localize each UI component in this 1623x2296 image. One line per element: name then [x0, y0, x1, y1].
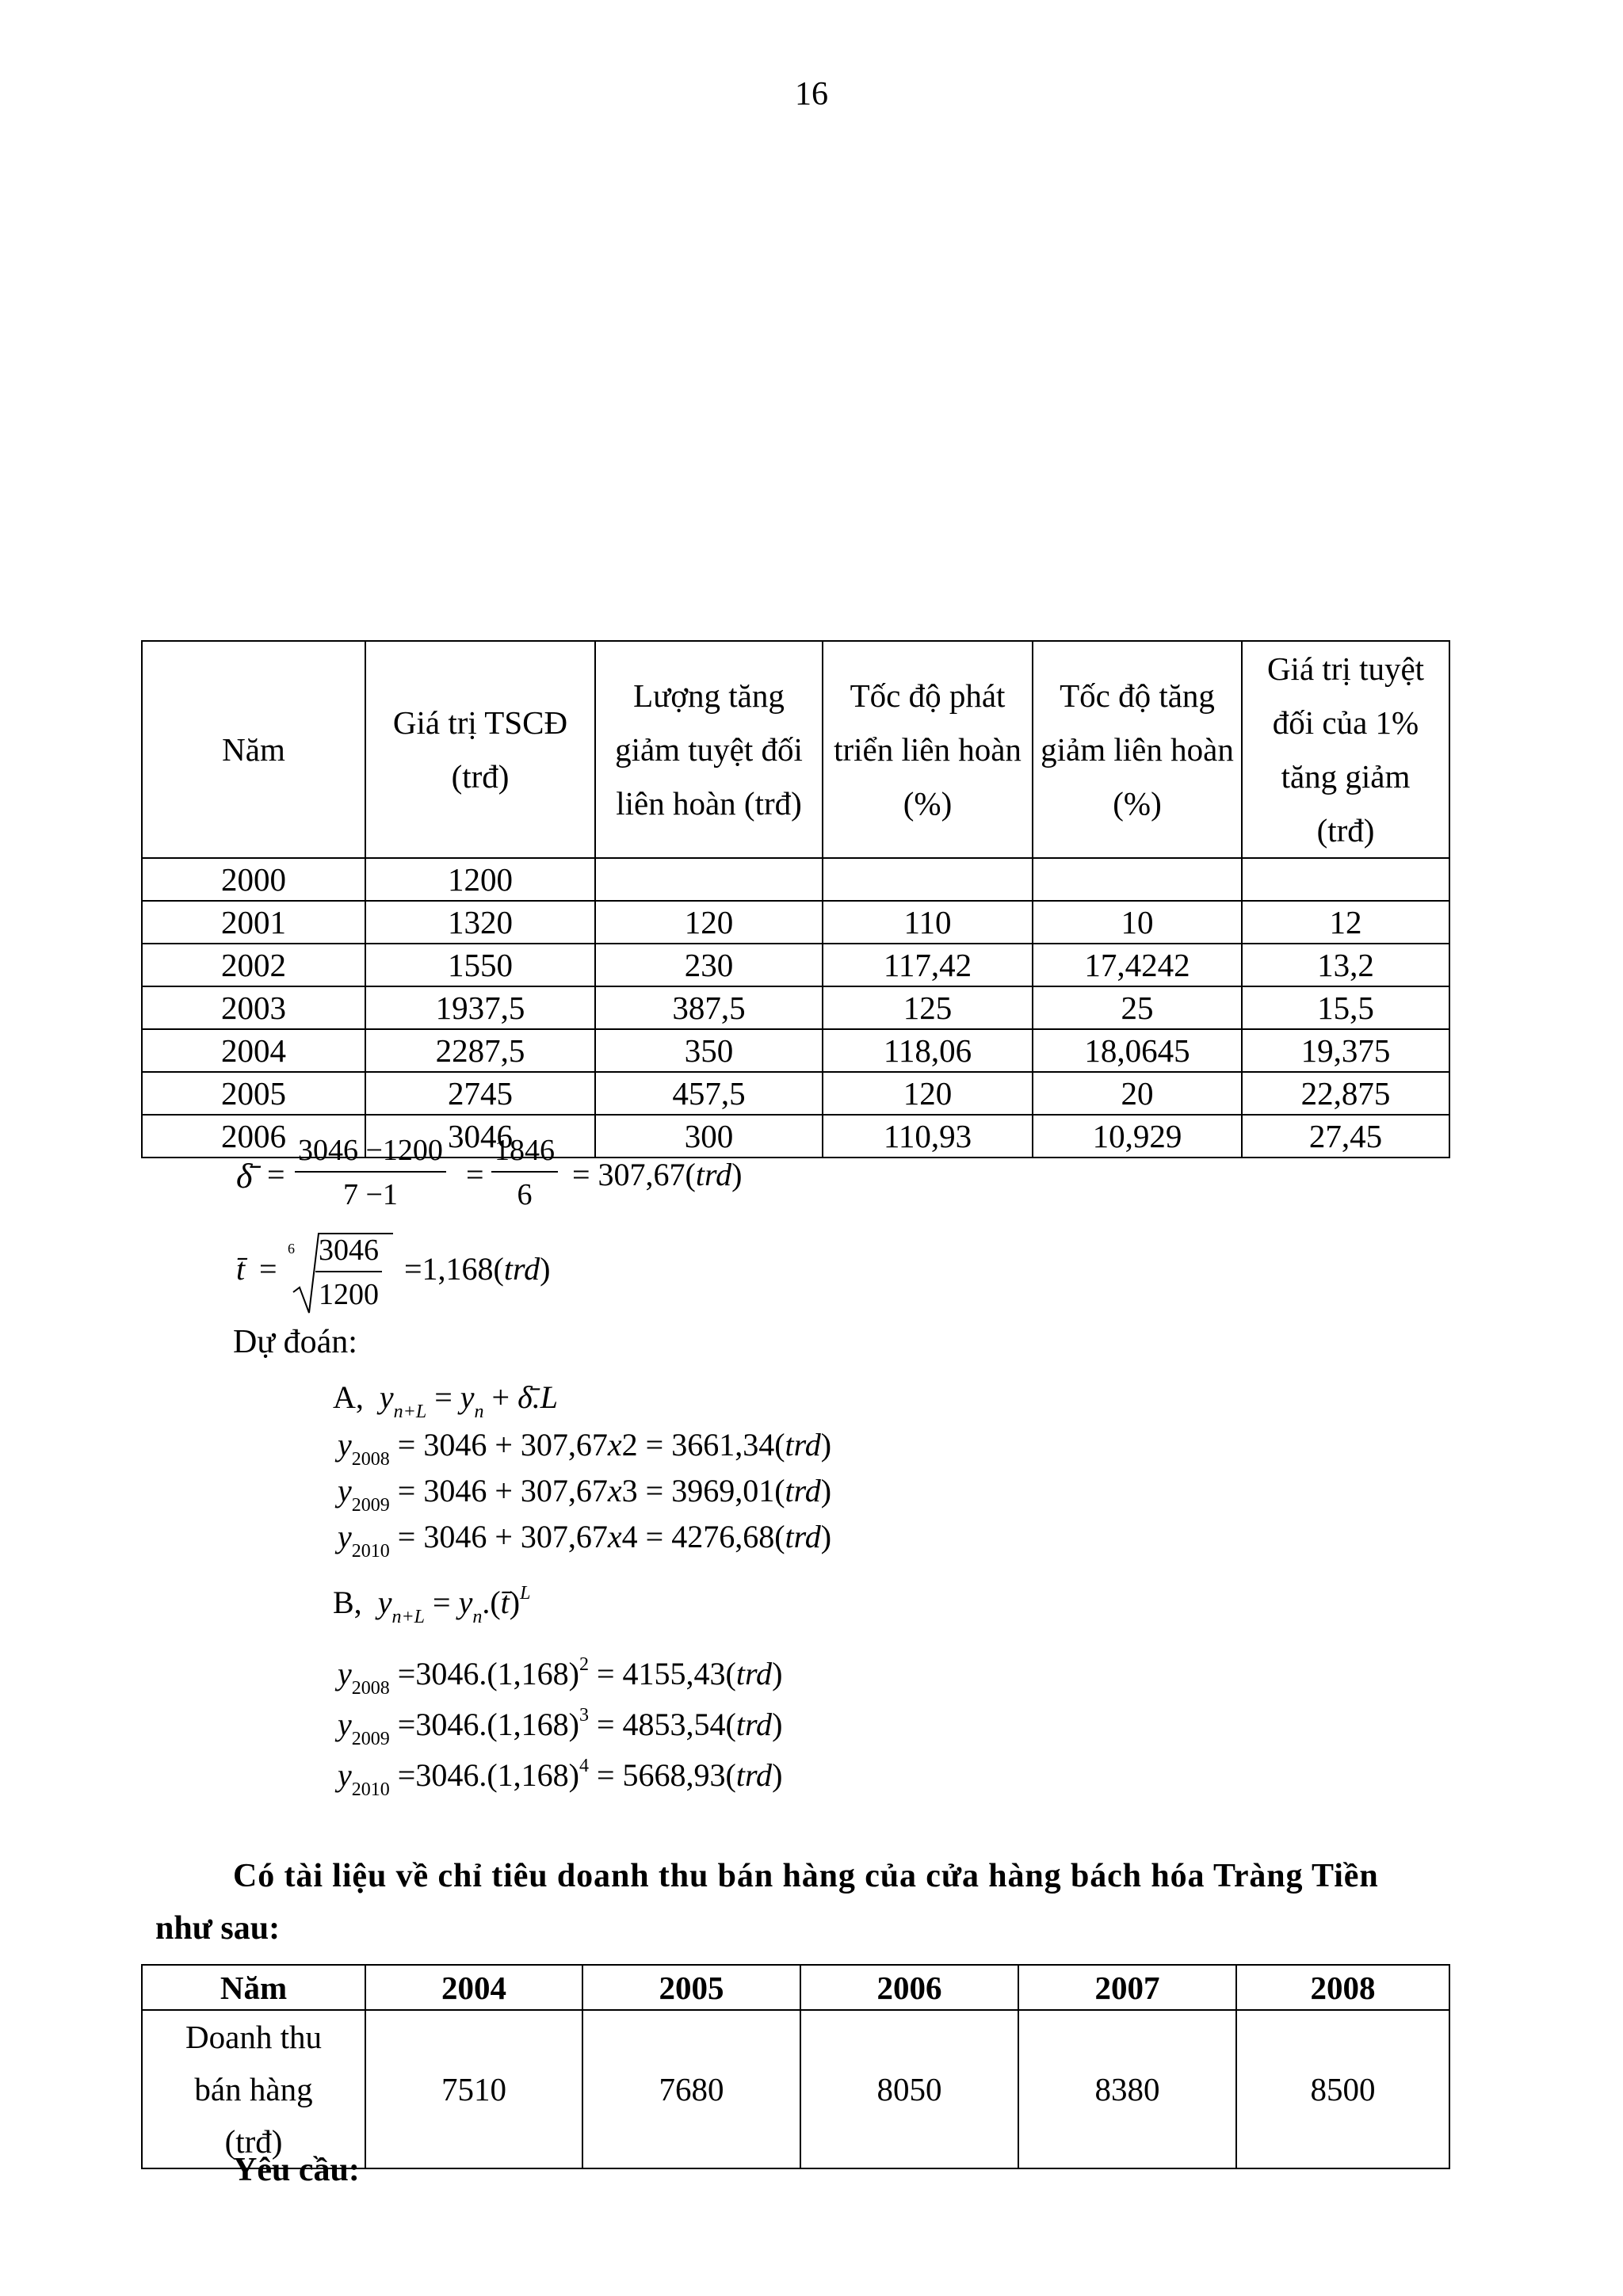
method-a-line: $y_{2008} = 3046 + 307,67x2 = 3661,34(trd)$	[338, 1427, 832, 1470]
table-cell: 118,06	[823, 1029, 1033, 1072]
header-value-of-1-percent: Giá trị tuyệt đối của 1% tăng giảm (trđ)	[1242, 641, 1449, 858]
year-2005: 2005	[582, 1965, 800, 2010]
year-2004: 2004	[365, 1965, 582, 2010]
table-row	[142, 1072, 1449, 1115]
header-increase-rate: Tốc độ tăng giảm liên hoàn (%)	[1033, 641, 1242, 858]
method-b-line: $y_{2008} =3046.(1,168)^2 = 4155,43(trd)$	[338, 1654, 783, 1699]
table-cell: 120	[823, 1072, 1033, 1115]
table-cell: 3046	[365, 1115, 595, 1158]
table-cell: 12	[1242, 901, 1449, 944]
t-fraction: $\frac{3046}{1200}$	[315, 1233, 382, 1312]
delta-result: = 307,67(trd)	[572, 1157, 743, 1192]
method-a-line: $y_{2009} = 3046 + 307,67x3 = 3969,01(trd)$	[338, 1473, 832, 1516]
table-cell	[1033, 858, 1242, 901]
delta-fraction-2: $\frac{1846}{6}$	[491, 1133, 558, 1212]
revenue-row-label: Doanh thu bán hàng (trđ)	[142, 2010, 365, 2168]
table-cell: 110	[823, 901, 1033, 944]
year-2006: 2006	[800, 1965, 1018, 2010]
header-growth-rate: Tốc độ phát triển liên hoàn (%)	[823, 641, 1033, 858]
table-cell: 350	[595, 1029, 823, 1072]
table-row	[142, 986, 1449, 1029]
table-cell: 300	[595, 1115, 823, 1158]
table-cell: 1937,5	[365, 986, 595, 1029]
revenue-2008: 8500	[1236, 2010, 1449, 2168]
header-absolute-change: Lượng tăng giảm tuyệt đối liên hoàn (trđ)	[595, 641, 823, 858]
revenue-2005: 7680	[582, 2010, 800, 2168]
method-a-formula: A, $y_{n+L} = y_n$ + δ̄.L	[333, 1379, 558, 1422]
method-a-line: $y_{2010} = 3046 + 307,67x4 = 4276,68(trd)$	[338, 1519, 832, 1562]
table-cell: 387,5	[595, 986, 823, 1029]
table-cell: 2000	[142, 858, 365, 901]
forecast-label: Dự đoán:	[233, 1324, 357, 1360]
paragraph-line-2: như sau:	[155, 1910, 281, 1947]
table-cell: 22,875	[1242, 1072, 1449, 1115]
year-2007: 2007	[1018, 1965, 1236, 2010]
revenue-2004: 7510	[365, 2010, 582, 2168]
t-symbol: t̄	[236, 1251, 246, 1287]
requirement-label: Yêu cầu:	[233, 2152, 360, 2188]
year-2008: 2008	[1236, 1965, 1449, 2010]
table-cell: 2004	[142, 1029, 365, 1072]
table-cell: 2006	[142, 1115, 365, 1158]
delta-symbol: δ̄	[236, 1157, 253, 1196]
t-result: =1,168(trd)	[404, 1251, 551, 1287]
table-cell: 15,5	[1242, 986, 1449, 1029]
table-cell: 2745	[365, 1072, 595, 1115]
method-b-formula: B, $y_{n+L}$ = $y_n.(t̄)^L$	[333, 1583, 531, 1627]
table-cell: 27,45	[1242, 1115, 1449, 1158]
method-b-line: $y_{2009} =3046.(1,168)^3 = 4853,54(trd)$	[338, 1705, 783, 1749]
table-cell: 1200	[365, 858, 595, 901]
table-cell: 20	[1033, 1072, 1242, 1115]
table-row	[142, 944, 1449, 986]
table-cell: 17,4242	[1033, 944, 1242, 986]
table-cell: 18,0645	[1033, 1029, 1242, 1072]
table-cell: 457,5	[595, 1072, 823, 1115]
table-cell: 2002	[142, 944, 365, 986]
table-cell: 120	[595, 901, 823, 944]
table-cell: 2005	[142, 1072, 365, 1115]
table-cell: 2287,5	[365, 1029, 595, 1072]
table-cell	[595, 858, 823, 901]
table-cell: 13,2	[1242, 944, 1449, 986]
table-cell: 125	[823, 986, 1033, 1029]
table-cell: 25	[1033, 986, 1242, 1029]
table-cell: 230	[595, 944, 823, 986]
header-year: Năm	[142, 641, 365, 858]
delta-fraction-1: $\frac{3046 -1200}{7 -1}$	[295, 1133, 446, 1212]
header-asset-value: Giá trị TSCĐ (trđ)	[365, 641, 595, 858]
table-cell: 2001	[142, 901, 365, 944]
sales-revenue-table	[141, 1964, 1450, 2169]
table-cell: 110,93	[823, 1115, 1033, 1158]
table-cell: 19,375	[1242, 1029, 1449, 1072]
table-cell: 10	[1033, 901, 1242, 944]
revenue-2007: 8380	[1018, 2010, 1236, 2168]
table-row	[142, 901, 1449, 944]
table-cell: 117,42	[823, 944, 1033, 986]
table-cell: 1320	[365, 901, 595, 944]
table-row	[142, 858, 1449, 901]
revenue-2006: 8050	[800, 2010, 1018, 2168]
table-row	[142, 1029, 1449, 1072]
paragraph-line-1: Có tài liệu về chỉ tiêu doanh thu bán hàng của cửa hàng bách hóa Tràng Tiền	[233, 1858, 1379, 1894]
table-cell: 2003	[142, 986, 365, 1029]
table-cell: 1550	[365, 944, 595, 986]
fixed-assets-table	[141, 640, 1450, 1158]
table-cell	[823, 858, 1033, 901]
table-cell: 10,929	[1033, 1115, 1242, 1158]
method-b-line: $y_{2010} =3046.(1,168)^4 = 5668,93(trd)$	[338, 1756, 783, 1800]
page-number: 16	[795, 76, 828, 113]
table-cell	[1242, 858, 1449, 901]
header-year-label: Năm	[142, 1965, 365, 2010]
